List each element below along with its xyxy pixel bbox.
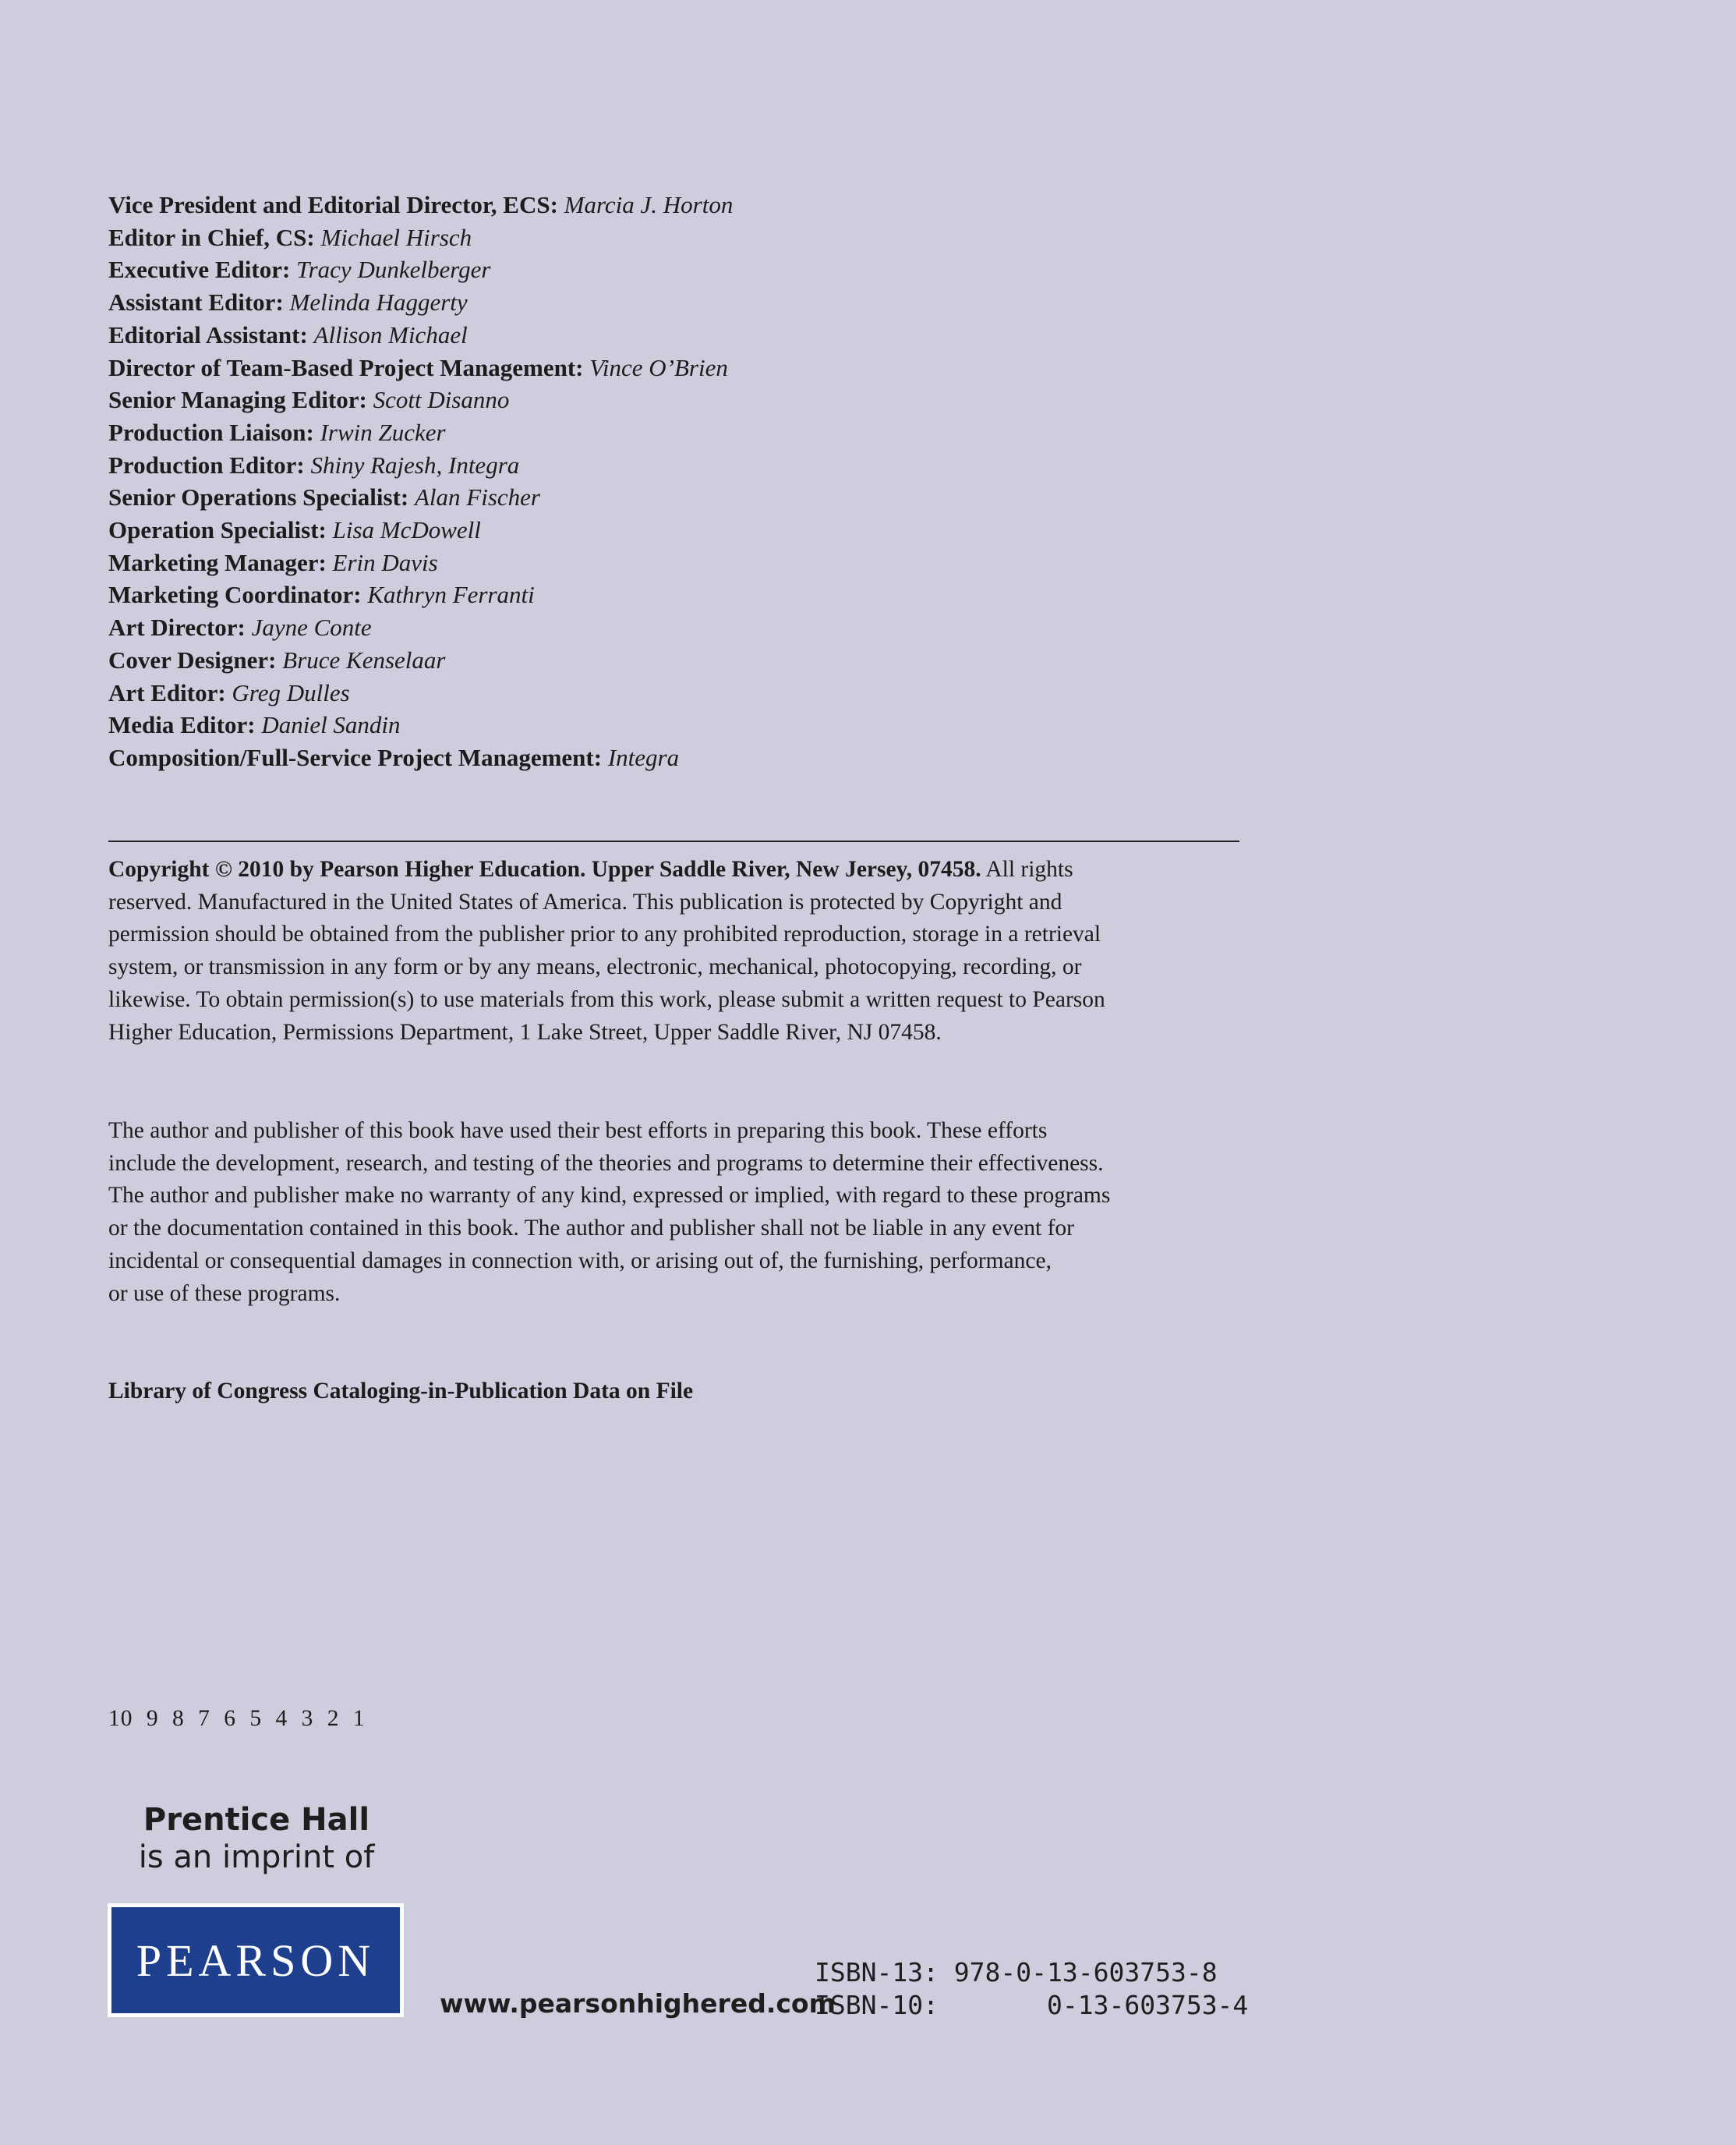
credit-row — [108, 677, 733, 710]
credit-role: Art Editor: — [108, 678, 226, 706]
credit-role: Marketing Manager: — [108, 548, 327, 576]
credit-role: Vice President and Editorial Director, ECS: — [108, 191, 558, 218]
warranty-line: or use of these programs. — [108, 1280, 341, 1306]
copyright-line: Higher Education, Permissions Department, 1 Lake Street, Upper Saddle River, NJ 07458. — [108, 1019, 942, 1045]
credit-name: Shiny Rajesh, Integra — [310, 451, 520, 479]
credit-name: Michael Hirsch — [320, 223, 472, 251]
warranty-line: The author and publisher of this book have used their best efforts in preparing this book. These efforts — [108, 1118, 1048, 1143]
credit-role: Executive Editor: — [108, 256, 291, 284]
credit-name: Integra — [607, 743, 680, 771]
credit-name: Alan Fischer — [414, 483, 540, 511]
printing-number-line: 10 9 8 7 6 5 4 3 2 1 — [108, 1706, 366, 1731]
credit-role: Marketing Coordinator: — [108, 581, 362, 609]
warranty-line: or the documentation contained in this book. The author and publisher shall not be liable in any event for — [108, 1216, 1074, 1241]
credit-row — [108, 481, 733, 514]
credit-role: Senior Operations Specialist: — [108, 483, 409, 511]
copyright-line: permission should be obtained from the publisher prior to any prohibited reproduction, storage in a retrieval — [108, 922, 1101, 947]
imprint-brand: Prentice Hall — [143, 1802, 370, 1838]
credit-role: Cover Designer: — [108, 646, 277, 674]
credit-role: Assistant Editor: — [108, 288, 284, 317]
section-divider — [108, 841, 1239, 842]
credit-name: Marcia J. Horton — [564, 191, 734, 218]
warranty-disclaimer — [108, 1115, 1250, 1310]
credit-name: Daniel Sandin — [261, 711, 401, 739]
credit-role: Production Liaison: — [108, 418, 314, 446]
credit-row — [108, 547, 733, 579]
credit-row — [108, 644, 733, 677]
credit-role: Director of Team-Based Project Management: — [108, 353, 584, 381]
credit-name: Vince O’Brien — [589, 353, 728, 381]
credit-name: Allison Michael — [313, 320, 468, 349]
credits-list — [108, 189, 733, 774]
isbn-13: ISBN-13: 978-0-13-603753-8 — [815, 1957, 1218, 1987]
credit-row — [108, 709, 733, 742]
copyright-line — [108, 854, 1250, 887]
credit-row — [108, 449, 733, 482]
credit-name: Jayne Conte — [251, 614, 372, 642]
credit-row — [108, 352, 733, 384]
credit-name: Scott Disanno — [373, 386, 510, 414]
credit-name: Irwin Zucker — [320, 418, 446, 446]
copyright-line: reserved. Manufactured in the United States of America. This publication is protected by Copyright and — [108, 889, 1062, 915]
warranty-line: The author and publisher make no warranty of any kind, expressed or implied, with regard to these programs — [108, 1183, 1111, 1209]
credit-name: Kathryn Ferranti — [367, 581, 535, 609]
credit-row — [108, 286, 733, 319]
cataloging-data: Library of Congress Cataloging-in-Publication Data on File — [108, 1379, 694, 1403]
copyright-line: system, or transmission in any form or by any means, electronic, mechanical, photocopying, recording, or — [108, 954, 1082, 980]
copyright-line: likewise. To obtain permission(s) to use materials from this work, please submit a written request to Pearson — [108, 986, 1105, 1012]
publisher-website: www.pearsonhighered.com — [440, 1988, 836, 2019]
credit-name: Erin Davis — [332, 548, 438, 576]
credit-row — [108, 514, 733, 547]
imprint-subtitle: is an imprint of — [138, 1839, 375, 1875]
credit-role: Senior Managing Editor: — [108, 386, 367, 414]
isbn-10: ISBN-10: 0-13-603753-4 — [815, 1990, 1249, 2020]
credit-row — [108, 253, 733, 286]
credit-role: Editor in Chief, CS: — [108, 223, 315, 251]
credit-row — [108, 579, 733, 611]
credit-name: Melinda Haggerty — [289, 288, 468, 317]
copyright-notice — [108, 854, 1250, 1049]
warranty-line: incidental or consequential damages in connection with, or arising out of, the furnishing, performance, — [108, 1248, 1052, 1273]
pearson-logo-wordmark: PEARSON — [111, 1907, 400, 2013]
credit-role: Production Editor: — [108, 451, 305, 479]
credit-row — [108, 742, 733, 774]
credit-row — [108, 189, 733, 221]
copyright-lead: Copyright © 2010 by Pearson Higher Education. Upper Saddle River, New Jersey, 07458. — [108, 857, 981, 882]
credit-name: Tracy Dunkelberger — [296, 256, 491, 284]
credit-name: Greg Dulles — [232, 678, 350, 706]
credit-row — [108, 221, 733, 254]
copyright-lead-rest: All rights — [981, 857, 1073, 882]
warranty-line: include the development, research, and testing of the theories and programs to determine their effectiveness. — [108, 1150, 1104, 1176]
credit-row — [108, 611, 733, 644]
credit-name: Lisa McDowell — [332, 516, 481, 544]
imprint-statement — [108, 1801, 405, 1876]
credit-role: Media Editor: — [108, 711, 256, 739]
credit-role: Composition/Full-Service Project Management: — [108, 743, 603, 771]
credit-role: Editorial Assistant: — [108, 320, 308, 349]
credit-role: Operation Specialist: — [108, 516, 327, 544]
credit-role: Art Director: — [108, 614, 246, 642]
credit-name: Bruce Kenselaar — [282, 646, 446, 674]
credit-row — [108, 319, 733, 352]
credit-row — [108, 416, 733, 449]
credit-row — [108, 384, 733, 416]
pearson-logo — [108, 1903, 404, 2017]
